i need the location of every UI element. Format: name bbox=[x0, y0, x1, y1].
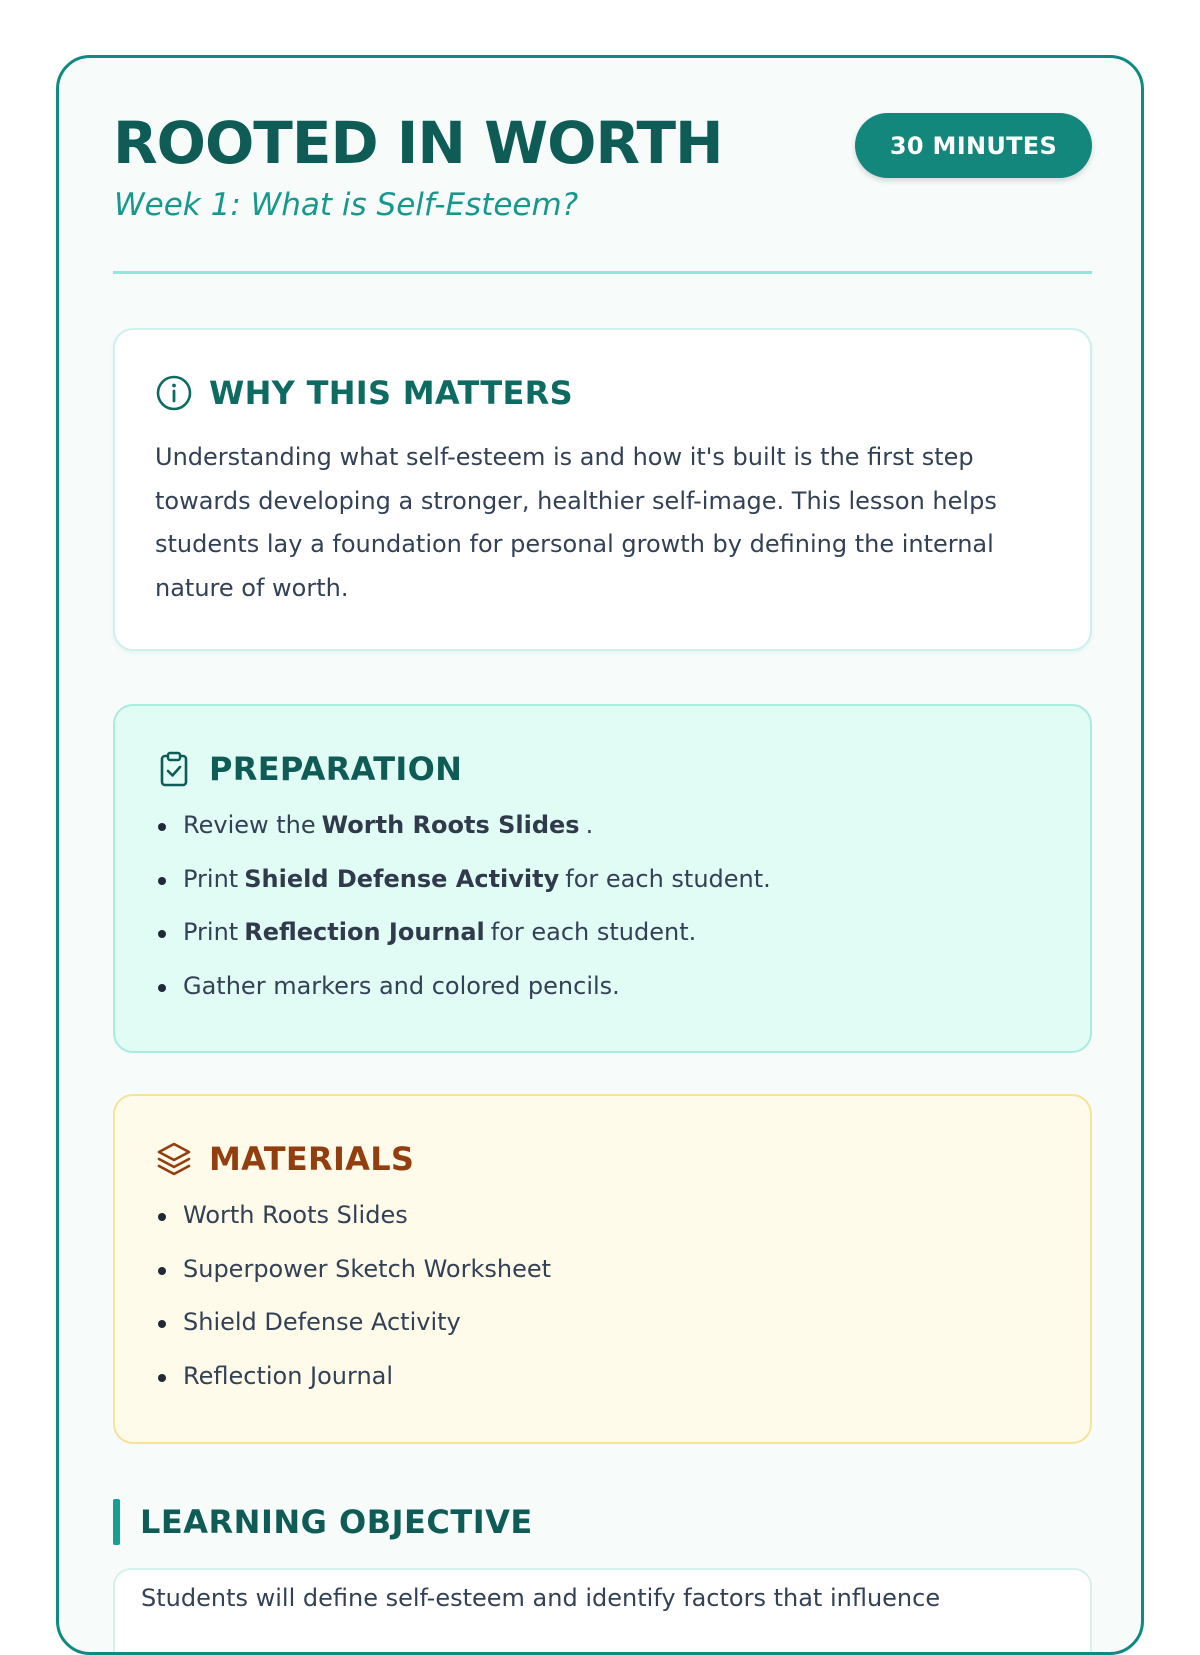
lesson-subtitle: Week 1: What is Self-Esteem? bbox=[114, 187, 579, 223]
list-item: Print Reflection Journal for each student. bbox=[155, 917, 771, 947]
list-item: Review the Worth Roots Slides . bbox=[155, 810, 771, 840]
preparation-section bbox=[113, 704, 1092, 1053]
accent-bar bbox=[113, 1499, 120, 1545]
clipboard-check-icon bbox=[155, 750, 193, 788]
materials-list bbox=[155, 1200, 551, 1414]
why-heading: WHY THIS MATTERS bbox=[209, 374, 573, 412]
header-divider bbox=[113, 271, 1092, 274]
why-this-matters-section bbox=[113, 328, 1092, 651]
why-heading-row bbox=[155, 374, 573, 412]
list-item: Superpower Sketch Worksheet bbox=[155, 1254, 551, 1284]
preparation-list bbox=[155, 810, 771, 1024]
layers-icon bbox=[155, 1140, 193, 1178]
duration-badge: 30 MINUTES bbox=[855, 113, 1092, 178]
info-icon bbox=[155, 374, 193, 412]
list-item: Worth Roots Slides bbox=[155, 1200, 551, 1230]
why-text: Understanding what self-esteem is and how it's built is the first step towards developing a stronger, healthier self-image. This lesson helps students lay a foundation for personal growth by defining the internal nature of worth. bbox=[155, 443, 997, 602]
page-title: ROOTED IN WORTH bbox=[113, 109, 723, 177]
learning-objective-heading: LEARNING OBJECTIVE bbox=[140, 1503, 533, 1541]
learning-objective-box bbox=[113, 1568, 1092, 1655]
learning-objective-text: Students will define self-esteem and identify factors that influence bbox=[141, 1584, 941, 1612]
preparation-heading: PREPARATION bbox=[209, 750, 463, 788]
list-item: Print Shield Defense Activity for each student. bbox=[155, 864, 771, 894]
materials-heading: MATERIALS bbox=[209, 1140, 415, 1178]
list-item: Reflection Journal bbox=[155, 1361, 551, 1391]
preparation-heading-row bbox=[155, 750, 462, 788]
list-item: Shield Defense Activity bbox=[155, 1307, 551, 1337]
learning-objective-heading-row bbox=[113, 1499, 533, 1545]
list-item: Gather markers and colored pencils. bbox=[155, 971, 771, 1001]
materials-section bbox=[113, 1094, 1092, 1444]
materials-heading-row bbox=[155, 1140, 414, 1178]
lesson-card bbox=[56, 55, 1144, 1655]
